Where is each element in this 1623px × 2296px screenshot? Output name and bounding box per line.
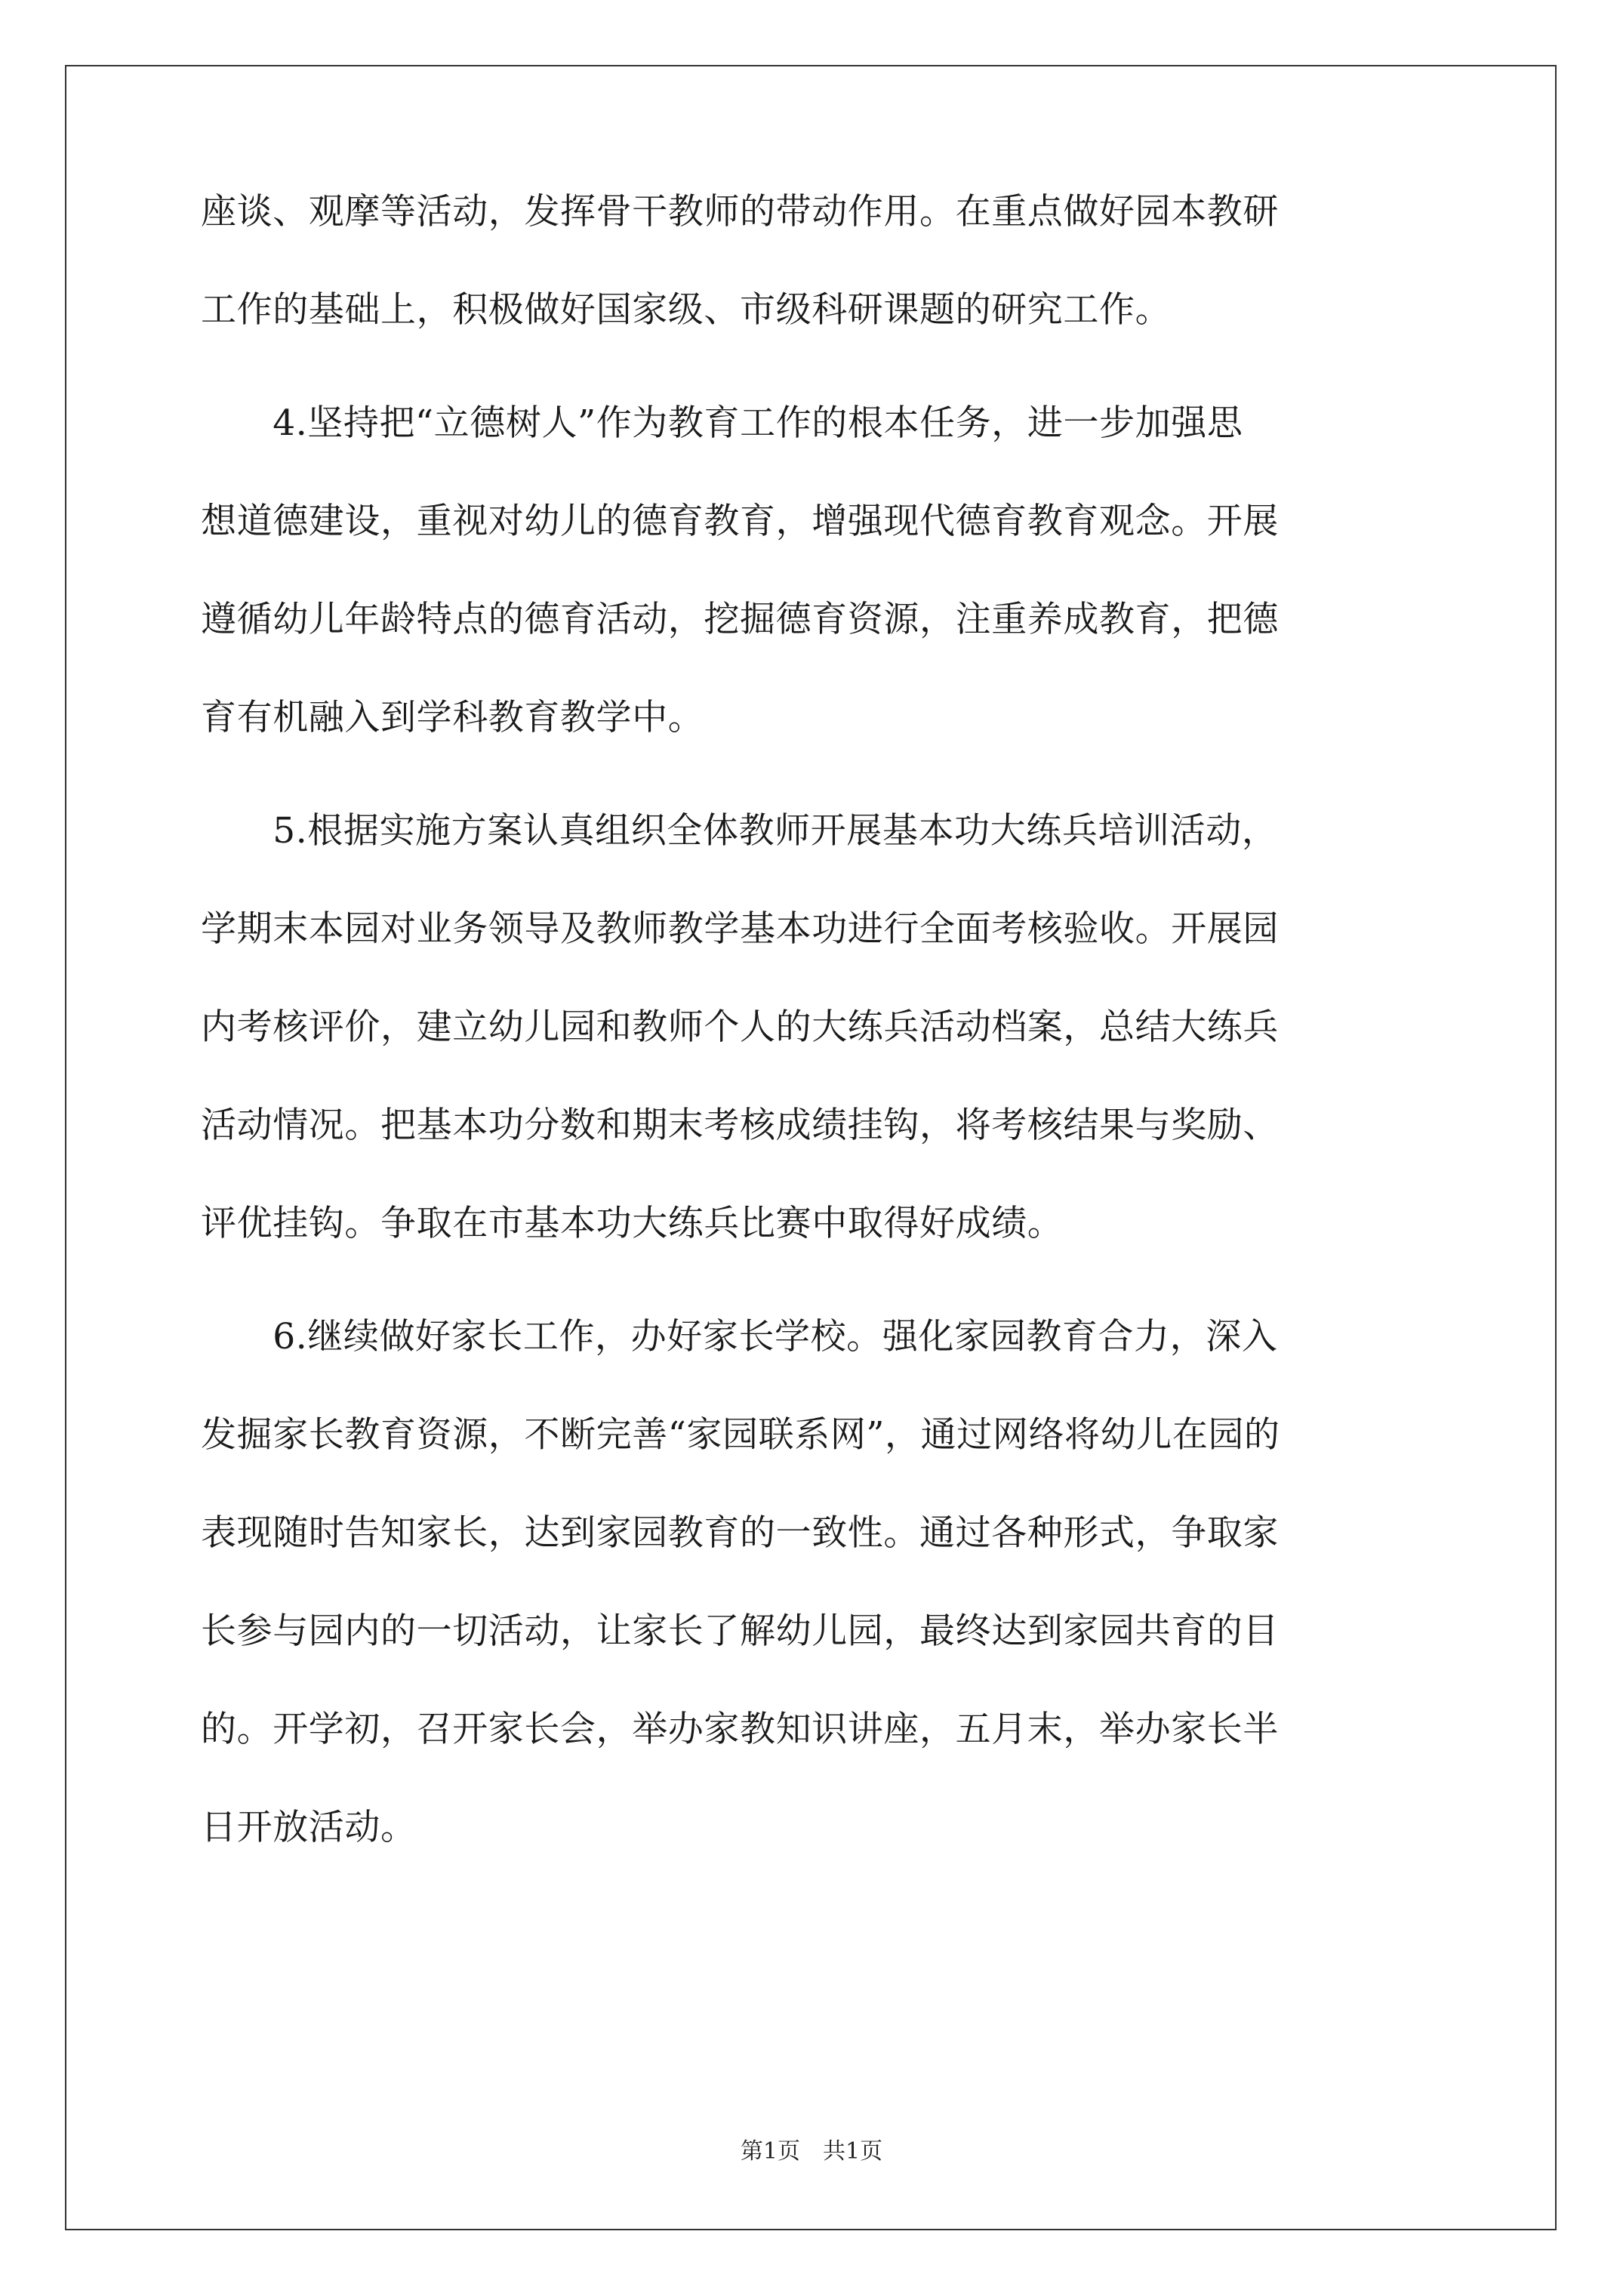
body-line: 内考核评价，建立幼儿园和教师个人的大练兵活动档案，总结大练兵 — [201, 1006, 1279, 1048]
body-line: 表现随时告知家长，达到家园教育的一致性。通过各种形式，争取家 — [201, 1512, 1279, 1554]
page-border — [65, 65, 1557, 2230]
body-line: 遵循幼儿年龄特点的德育活动，挖掘德育资源，注重养成教育，把德 — [201, 599, 1279, 640]
body-line: 活动情况。把基本功分数和期末考核成绩挂钩，将考核结果与奖励、 — [201, 1105, 1279, 1146]
body-line: 日开放活动。 — [201, 1807, 417, 1848]
body-line: 想道德建设，重视对幼儿的德育教育，增强现代德育教育观念。开展 — [201, 501, 1279, 542]
body-line: 长参与园内的一切活动，让家长了解幼儿园，最终达到家园共育的目 — [201, 1610, 1279, 1652]
body-line: 育有机融入到学科教育教学中。 — [201, 697, 704, 738]
body-line: 的。开学初，召开家长会，举办家教知识讲座，五月末，举办家长半 — [201, 1709, 1279, 1750]
body-line: 6.继续做好家长工作，办好家长学校。强化家园教育合力，深入 — [201, 1316, 1278, 1358]
body-line: 工作的基础上，积极做好国家级、市级科研课题的研究工作。 — [201, 289, 1172, 331]
body-line: 5.根据实施方案认真组织全体教师开展基本功大练兵培训活动， — [201, 810, 1278, 852]
body-line: 4.坚持把“立德树人”作为教育工作的根本任务，进一步加强思 — [201, 402, 1243, 444]
body-line: 学期末本园对业务领导及教师教学基本功进行全面考核验收。开展园 — [201, 908, 1279, 950]
body-line: 评优挂钩。争取在市基本功大练兵比赛中取得好成绩。 — [201, 1203, 1064, 1244]
body-line: 座谈、观摩等活动，发挥骨干教师的带动作用。在重点做好园本教研 — [201, 191, 1279, 233]
page-number-footer: 第1页 共1页 — [740, 2138, 883, 2165]
body-line: 发掘家长教育资源，不断完善“家园联系网”，通过网络将幼儿在园的 — [201, 1414, 1280, 1456]
